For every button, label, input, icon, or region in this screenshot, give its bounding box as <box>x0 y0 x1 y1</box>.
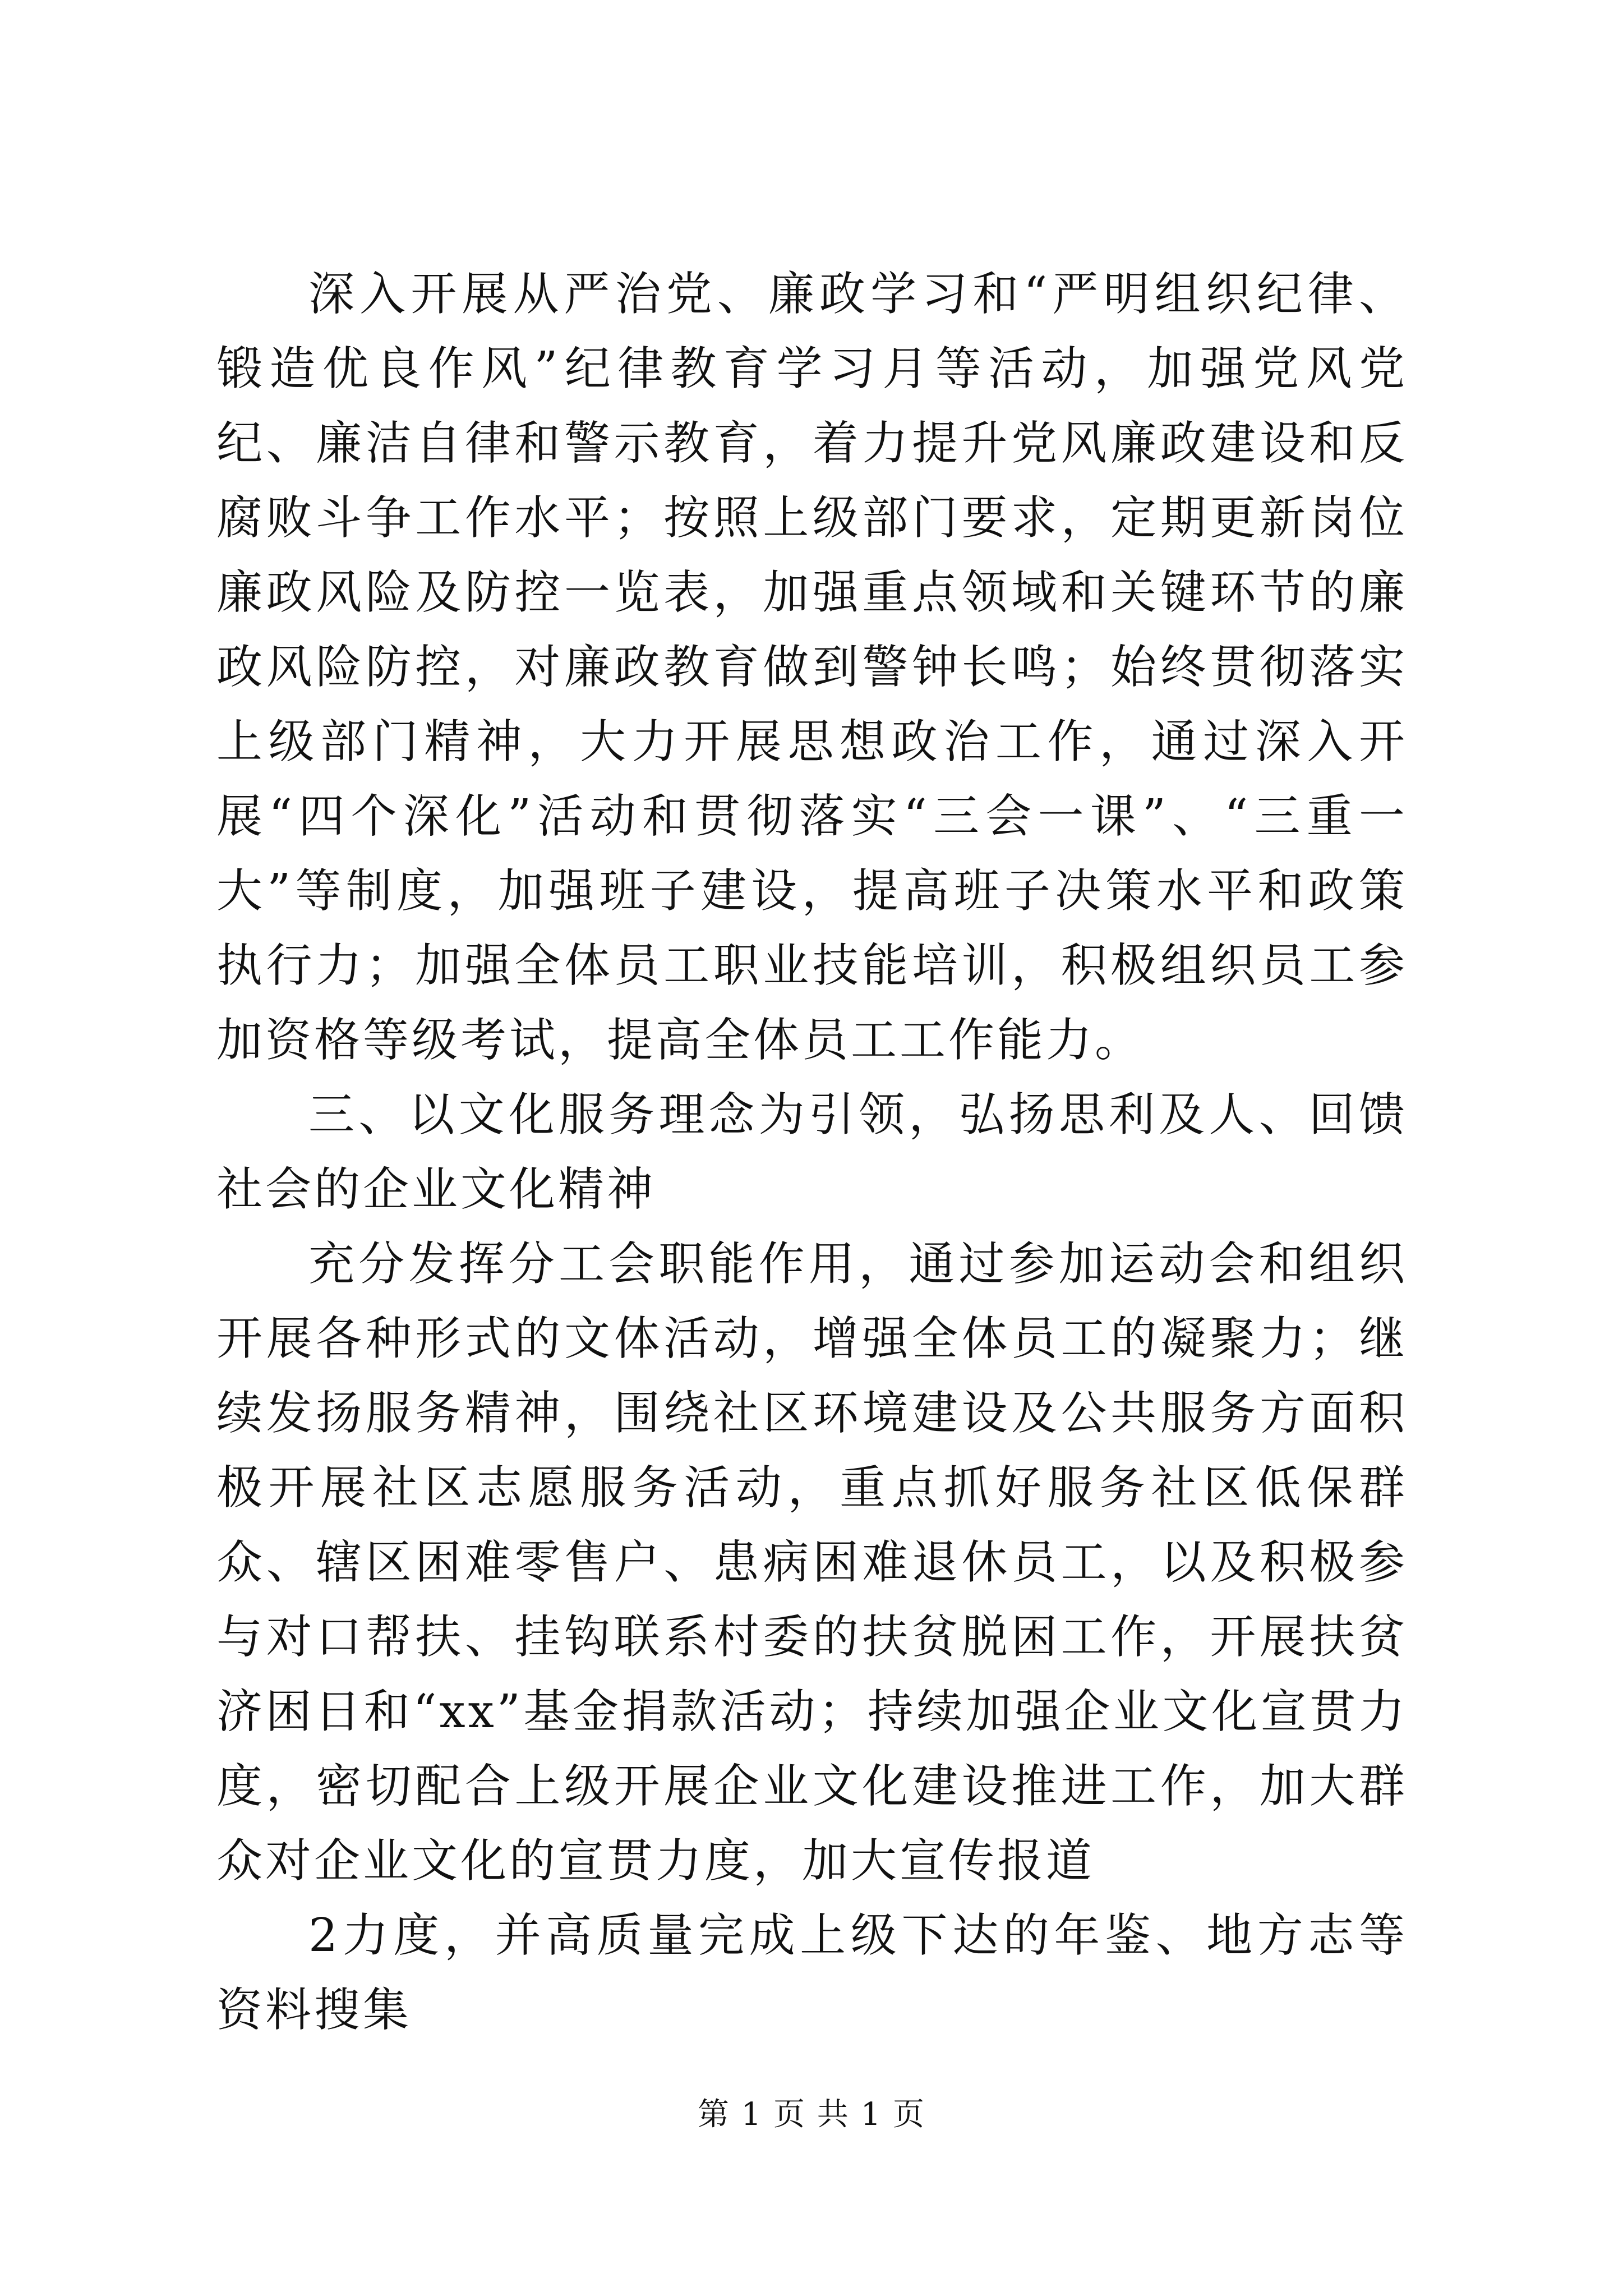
paragraph-culture-service: 充分发挥分工会职能作用，通过参加运动会和组织开展各种形式的文体活动，增强全体员工的凝聚力；继续发扬服务精神，围绕社区环境建设及公共服务方面积极开展社区志愿服务活动，重点抓好服务社区低保群众、辖区困难零售户、患病困难退休员工，以及积极参与对口帮扶、挂钩联系村委的扶贫脱困工作，开展扶贫济困日和“xx”基金捐款活动；持续加强企业文化宣贯力度，密切配合上级开展企业文化建设推进工作，加大群众对企业文化的宣贯力度，加大宣传报道 <box>216 1237 1408 1888</box>
page-number-footer: 第 1 页 共 1 页 <box>697 2096 926 2133</box>
paragraph-discipline: 深入开展从严治党、廉政学习和“严明组织纪律、锻造优良作风”纪律教育学习月等活动，加强党风党纪、廉洁自律和警示教育，着力提升党风廉政建设和反腐败斗争工作水平；按照上级部门要求，定期更新岗位廉政风险及防控一览表，加强重点领域和关键环节的廉政风险防控，对廉政教育做到警钟长鸣；始终贯彻落实上级部门精神，大力开展思想政治工作，通过深入开展“四个深化”活动和贯彻落实“三会一课”、“三重一大”等制度，加强班子建设，提高班子决策水平和政策执行力；加强全体员工职业技能培训，积极组织员工参加资格等级考试，提高全体员工工作能力。 <box>216 268 1408 1067</box>
section-heading-culture: 三、以文化服务理念为引领，弘扬思利及人、回馈社会的企业文化精神 <box>216 1088 1408 1216</box>
paragraph-continuation: 2力度，并高质量完成上级下达的年鉴、地方志等资料搜集 <box>216 1909 1408 2037</box>
document-body <box>216 257 1408 2047</box>
